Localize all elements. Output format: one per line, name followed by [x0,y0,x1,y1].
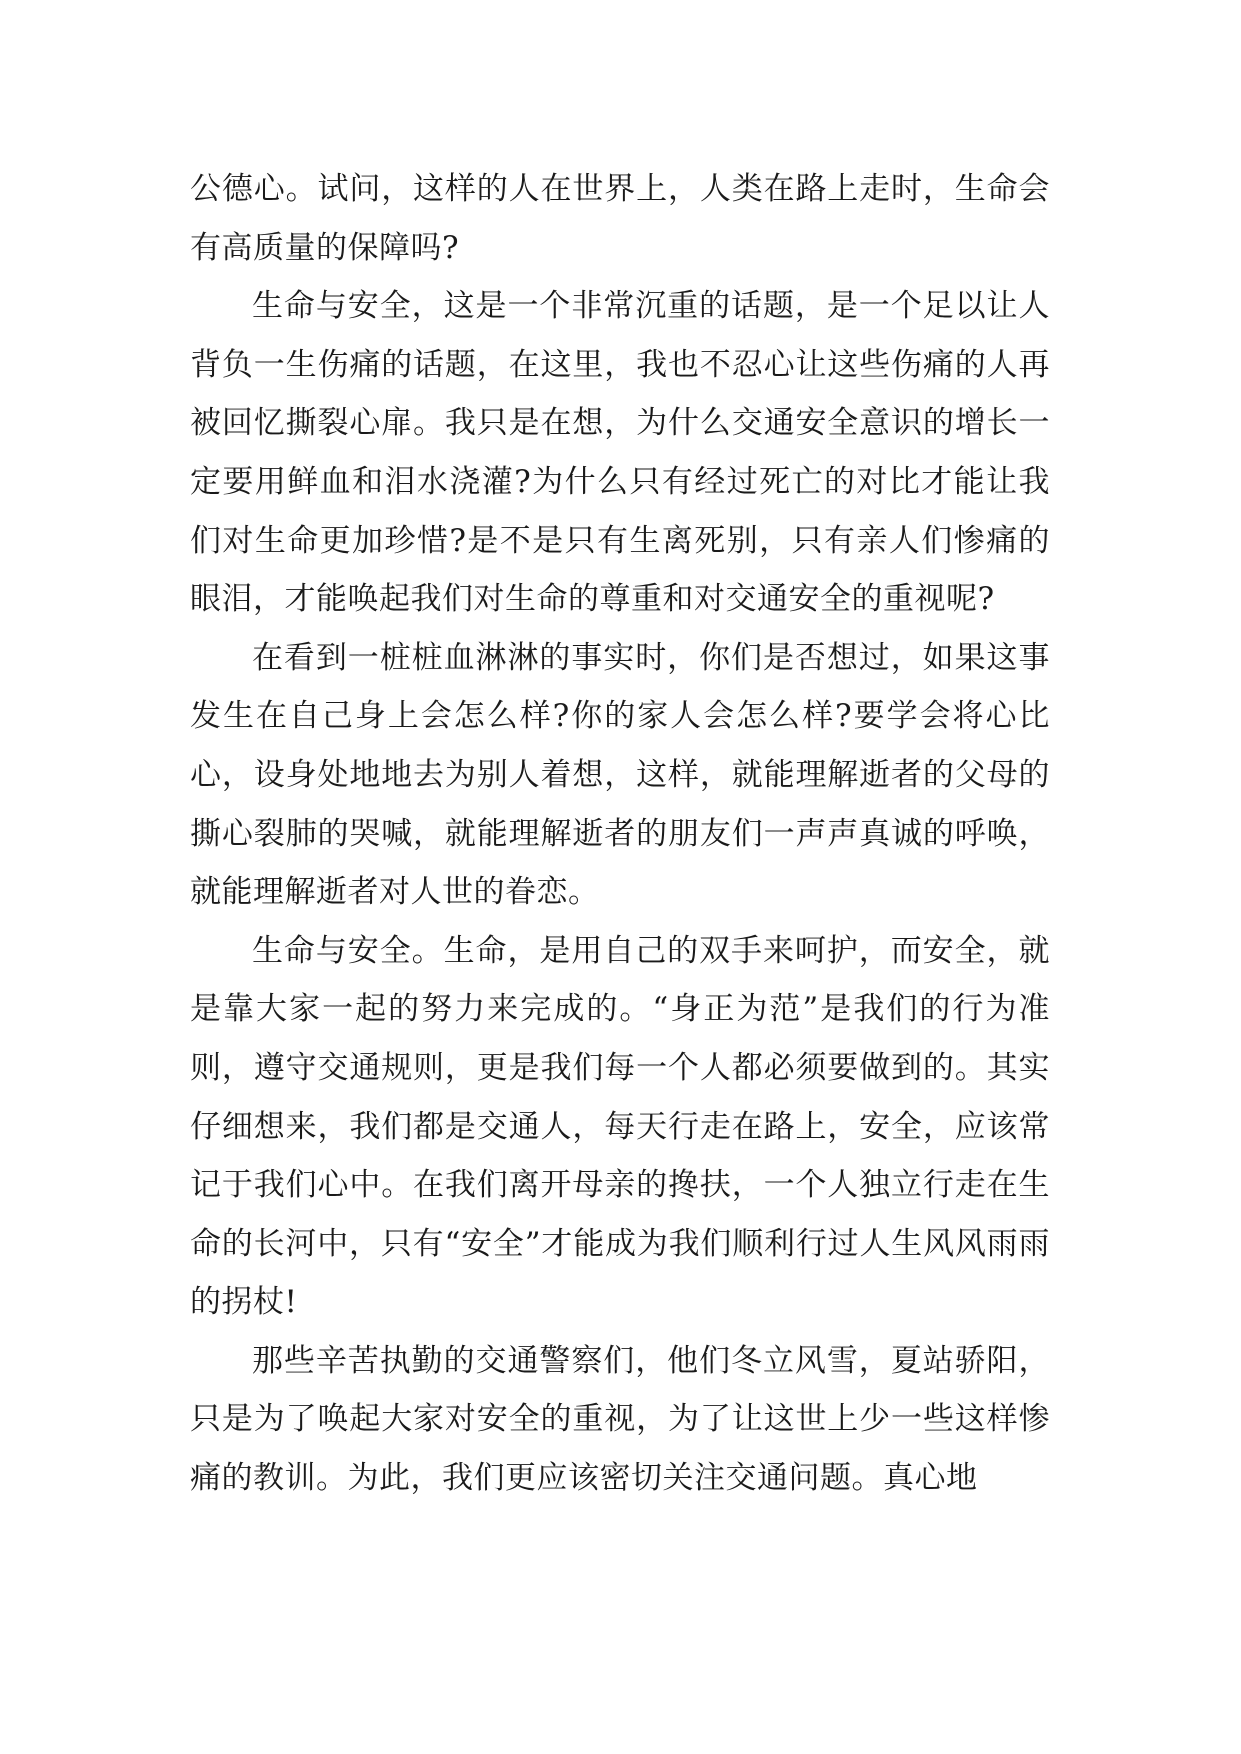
paragraph-5: 那些辛苦执勤的交通警察们，他们冬立风雪，夏站骄阳，只是为了唤起大家对安全的重视，为了让这世上少一些这样惨痛的教训。为此，我们更应该密切关注交通问题。真心地 [190,1342,1050,1497]
paragraph-2: 生命与安全，这是一个非常沉重的话题，是一个足以让人背负一生伤痛的话题，在这里，我也不忍心让这些伤痛的人再被回忆撕裂心扉。我只是在想，为什么交通安全意识的增长一定要用鲜血和泪水浇灌?为什么只有经过死亡的对比才能让我们对生命更加珍惜?是不是只有生离死别，只有亲人们惨痛的眼泪，才能唤起我们对生命的尊重和对交通安全的重视呢? [190,288,1050,618]
paragraph-3: 在看到一桩桩血淋淋的事实时，你们是否想过，如果这事发生在自己身上会怎么样?你的家人会怎么样?要学会将心比心，设身处地地去为别人着想，这样，就能理解逝者的父母的撕心裂肺的哭喊，就能理解逝者的朋友们一声声真诚的呼唤，就能理解逝者对人世的眷恋。 [190,639,1050,911]
paragraph-1: 公德心。试问，这样的人在世界上，人类在路上走时，生命会有高质量的保障吗? [190,171,1050,266]
document-body [190,160,1050,1508]
paragraph-4: 生命与安全。生命，是用自己的双手来呵护，而安全，就是靠大家一起的努力来完成的。“身正为范”是我们的行为准则，遵守交通规则，更是我们每一个人都必须要做到的。其实仔细想来，我们都是交通人，每天行走在路上，安全，应该常记于我们心中。在我们离开母亲的搀扶，一个人独立行走在生命的长河中，只有“安全”才能成为我们顺利行过人生风风雨雨的拐杖! [190,932,1050,1321]
